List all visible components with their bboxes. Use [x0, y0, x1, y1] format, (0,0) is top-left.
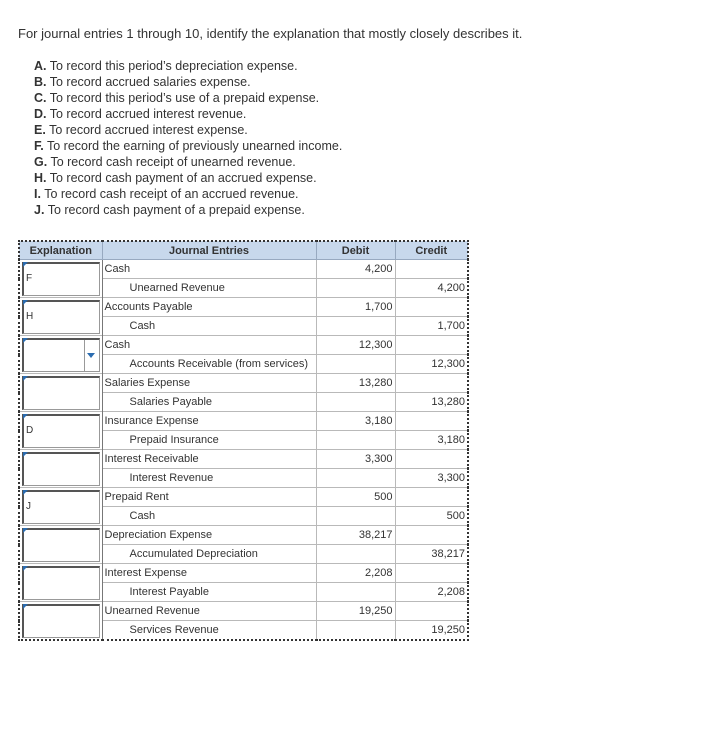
debit-amount-cell: 4,200	[316, 260, 395, 279]
debit-amount-empty	[316, 355, 395, 374]
option-letter: I.	[34, 187, 41, 201]
credit-amount-empty	[395, 336, 468, 355]
credit-amount-cell: 19,250	[395, 621, 468, 641]
input-corner-marker-icon	[23, 490, 28, 495]
explanation-input[interactable]	[22, 604, 100, 638]
explanation-cell	[19, 260, 102, 298]
credit-amount-empty	[395, 488, 468, 507]
journal-row-debit	[19, 526, 468, 545]
explanation-cell	[19, 488, 102, 526]
input-corner-marker-icon	[23, 566, 28, 571]
journal-row-debit	[19, 260, 468, 279]
debit-amount-cell: 1,700	[316, 298, 395, 317]
option-item	[34, 202, 342, 218]
input-corner-marker-icon	[23, 300, 28, 305]
credit-account-cell: Accounts Receivable (from services)	[102, 355, 316, 374]
header-journal-entries: Journal Entries	[102, 241, 316, 260]
option-letter: F.	[34, 139, 44, 153]
explanation-input[interactable]	[22, 528, 100, 562]
debit-account-cell: Depreciation Expense	[102, 526, 316, 545]
credit-amount-cell: 4,200	[395, 279, 468, 298]
debit-amount-cell: 2,208	[316, 564, 395, 583]
input-corner-marker-icon	[23, 338, 28, 343]
explanation-input[interactable]	[22, 414, 100, 448]
credit-account-cell: Interest Payable	[102, 583, 316, 602]
credit-amount-empty	[395, 602, 468, 621]
debit-account-cell: Accounts Payable	[102, 298, 316, 317]
option-item	[34, 106, 342, 122]
explanation-cell	[19, 526, 102, 564]
option-letter: G.	[34, 155, 48, 169]
option-letter: D.	[34, 107, 47, 121]
debit-account-cell: Interest Receivable	[102, 450, 316, 469]
credit-account-cell: Interest Revenue	[102, 469, 316, 488]
credit-amount-empty	[395, 450, 468, 469]
question-text: For journal entries 1 through 10, identify the explanation that mostly closely describes it.	[18, 26, 523, 41]
debit-amount-cell: 3,300	[316, 450, 395, 469]
option-letter: B.	[34, 75, 47, 89]
explanation-cell	[19, 298, 102, 336]
header-credit: Credit	[395, 241, 468, 260]
journal-row-debit	[19, 374, 468, 393]
journal-row-debit	[19, 336, 468, 355]
input-corner-marker-icon	[23, 528, 28, 533]
explanation-input[interactable]	[22, 300, 100, 334]
option-text: To record the earning of previously unearned income.	[46, 139, 343, 153]
credit-amount-empty	[395, 374, 468, 393]
journal-row-debit	[19, 412, 468, 431]
credit-account-cell: Cash	[102, 507, 316, 526]
debit-account-cell: Unearned Revenue	[102, 602, 316, 621]
explanation-dropdown[interactable]	[22, 338, 100, 372]
option-item	[34, 90, 342, 106]
credit-amount-cell: 38,217	[395, 545, 468, 564]
option-text: To record cash payment of a prepaid expense.	[47, 203, 305, 217]
header-debit: Debit	[316, 241, 395, 260]
input-corner-marker-icon	[23, 452, 28, 457]
option-item	[34, 154, 342, 170]
credit-amount-empty	[395, 412, 468, 431]
credit-amount-cell: 13,280	[395, 393, 468, 412]
option-item	[34, 58, 342, 74]
credit-amount-cell: 3,300	[395, 469, 468, 488]
explanation-value: D	[26, 424, 34, 436]
input-corner-marker-icon	[23, 604, 28, 609]
credit-amount-empty	[395, 260, 468, 279]
journal-row-debit	[19, 450, 468, 469]
explanation-cell	[19, 336, 102, 374]
credit-amount-cell: 500	[395, 507, 468, 526]
debit-account-cell: Prepaid Rent	[102, 488, 316, 507]
debit-amount-empty	[316, 469, 395, 488]
option-text: To record cash receipt of unearned revenue.	[50, 155, 296, 169]
debit-amount-empty	[316, 583, 395, 602]
dropdown-separator	[84, 340, 85, 371]
option-text: To record accrued interest expense.	[49, 123, 248, 137]
explanation-cell	[19, 412, 102, 450]
debit-amount-empty	[316, 393, 395, 412]
debit-account-cell: Salaries Expense	[102, 374, 316, 393]
debit-amount-empty	[316, 431, 395, 450]
debit-amount-empty	[316, 545, 395, 564]
input-corner-marker-icon	[23, 262, 28, 267]
explanation-input[interactable]	[22, 452, 100, 486]
explanation-cell	[19, 602, 102, 641]
debit-amount-cell: 38,217	[316, 526, 395, 545]
option-letter: A.	[34, 59, 47, 73]
explanation-input[interactable]	[22, 566, 100, 600]
credit-account-cell: Cash	[102, 317, 316, 336]
option-text: To record cash payment of an accrued expense.	[49, 171, 317, 185]
option-item	[34, 138, 342, 154]
option-text: To record accrued salaries expense.	[49, 75, 251, 89]
credit-amount-empty	[395, 564, 468, 583]
debit-account-cell: Cash	[102, 336, 316, 355]
option-item	[34, 122, 342, 138]
credit-account-cell: Prepaid Insurance	[102, 431, 316, 450]
option-text: To record this period’s depreciation expense.	[49, 59, 298, 73]
credit-amount-cell: 1,700	[395, 317, 468, 336]
explanation-cell	[19, 374, 102, 412]
debit-amount-cell: 13,280	[316, 374, 395, 393]
option-text: To record cash receipt of an accrued revenue.	[44, 187, 299, 201]
header-explanation: Explanation	[19, 241, 102, 260]
input-corner-marker-icon	[23, 414, 28, 419]
debit-account-cell: Insurance Expense	[102, 412, 316, 431]
journal-row-debit	[19, 564, 468, 583]
table-header-row	[19, 241, 468, 260]
debit-amount-empty	[316, 507, 395, 526]
explanation-cell	[19, 450, 102, 488]
debit-amount-empty	[316, 279, 395, 298]
journal-row-debit	[19, 298, 468, 317]
explanation-value: H	[26, 310, 34, 322]
journal-row-debit	[19, 488, 468, 507]
debit-amount-empty	[316, 621, 395, 641]
credit-account-cell: Unearned Revenue	[102, 279, 316, 298]
credit-amount-cell: 12,300	[395, 355, 468, 374]
debit-amount-cell: 19,250	[316, 602, 395, 621]
explanation-input[interactable]	[22, 490, 100, 524]
explanation-cell	[19, 564, 102, 602]
explanation-value: J	[26, 500, 31, 512]
explanation-input[interactable]	[22, 376, 100, 410]
option-letter: C.	[34, 91, 47, 105]
credit-account-cell: Services Revenue	[102, 621, 316, 641]
debit-account-cell: Cash	[102, 260, 316, 279]
explanation-input[interactable]	[22, 262, 100, 296]
debit-amount-cell: 3,180	[316, 412, 395, 431]
credit-account-cell: Salaries Payable	[102, 393, 316, 412]
credit-amount-cell: 2,208	[395, 583, 468, 602]
debit-amount-cell: 500	[316, 488, 395, 507]
credit-amount-empty	[395, 298, 468, 317]
option-letter: E.	[34, 123, 46, 137]
input-corner-marker-icon	[23, 376, 28, 381]
credit-amount-cell: 3,180	[395, 431, 468, 450]
journal-row-debit	[19, 602, 468, 621]
debit-amount-cell: 12,300	[316, 336, 395, 355]
chevron-down-icon[interactable]	[87, 353, 95, 358]
option-item	[34, 74, 342, 90]
credit-amount-empty	[395, 526, 468, 545]
debit-amount-empty	[316, 317, 395, 336]
explanation-options-list	[34, 58, 342, 218]
option-letter: J.	[34, 203, 45, 217]
option-item	[34, 186, 342, 202]
option-text: To record this period’s use of a prepaid expense.	[49, 91, 320, 105]
option-letter: H.	[34, 171, 47, 185]
option-text: To record accrued interest revenue.	[49, 107, 247, 121]
journal-entries-table	[18, 240, 469, 641]
credit-account-cell: Accumulated Depreciation	[102, 545, 316, 564]
option-item	[34, 170, 342, 186]
explanation-value: F	[26, 272, 33, 284]
debit-account-cell: Interest Expense	[102, 564, 316, 583]
